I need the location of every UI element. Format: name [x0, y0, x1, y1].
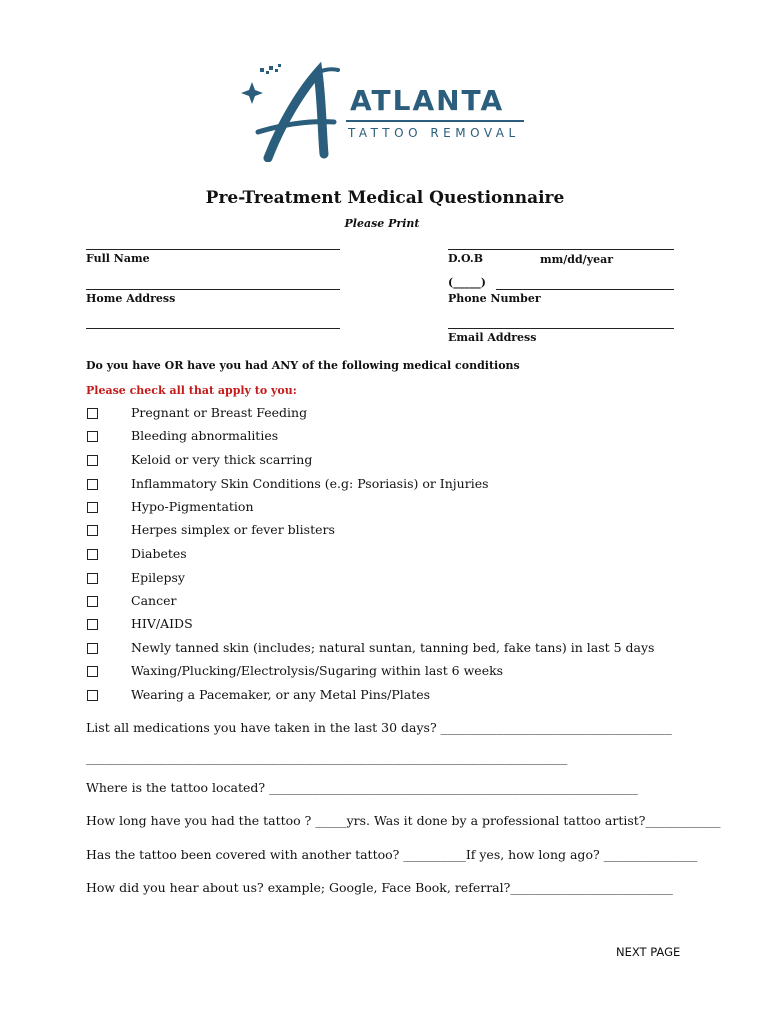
home-address-label: Home Address — [86, 292, 176, 305]
dob-field[interactable] — [448, 249, 674, 250]
checkbox[interactable] — [87, 596, 98, 607]
tattoo-covered-question[interactable]: Has the tattoo been covered with another tattoo? __________If yes, how long ago? _______________ — [86, 847, 698, 862]
phone-field[interactable] — [496, 289, 674, 290]
medications-question[interactable]: List all medications you have taken in the last 30 days? _____________________________________ — [86, 720, 672, 735]
logo-emblem-icon — [238, 62, 348, 162]
page-subtitle: Please Print — [344, 217, 420, 230]
home-address-field[interactable] — [86, 289, 340, 290]
checkbox[interactable] — [87, 643, 98, 654]
medications-line-2[interactable]: _____________________________________________________________________________ — [86, 750, 568, 765]
dob-label: D.O.B — [448, 252, 484, 265]
sparkle-icon — [241, 64, 281, 104]
brand-divider — [346, 120, 524, 122]
next-page-label: NEXT PAGE — [616, 945, 681, 959]
page-title: Pre-Treatment Medical Questionnaire — [205, 188, 565, 208]
address-line-2-field[interactable] — [86, 328, 340, 329]
checkbox[interactable] — [87, 408, 98, 419]
phone-area-code: (_____) — [448, 276, 486, 289]
brand-name: ATLANTA — [350, 84, 505, 117]
checkbox[interactable] — [87, 619, 98, 630]
referral-question[interactable]: How did you hear about us? example; Google, Face Book, referral?__________________________ — [86, 880, 673, 895]
full-name-label: Full Name — [86, 252, 150, 265]
checkbox[interactable] — [87, 455, 98, 466]
tattoo-duration-question[interactable]: How long have you had the tattoo ? _____yrs. Was it done by a professional tattoo artist?____________ — [86, 813, 721, 828]
checkbox[interactable] — [87, 479, 98, 490]
letter-a-mark — [258, 69, 338, 158]
checkbox[interactable] — [87, 549, 98, 560]
checkbox[interactable] — [87, 690, 98, 701]
phone-label: Phone Number — [448, 292, 541, 305]
checkbox[interactable] — [87, 431, 98, 442]
checkbox[interactable] — [87, 525, 98, 536]
dob-format-label: mm/dd/year — [540, 253, 614, 266]
conditions-instruction: Please check all that apply to you: — [86, 384, 297, 397]
email-label: Email Address — [448, 331, 537, 344]
atlanta-logo — [238, 62, 538, 162]
tattoo-location-question[interactable]: Where is the tattoo located? ___________________________________________________________ — [86, 780, 638, 795]
checkbox[interactable] — [87, 502, 98, 513]
conditions-heading: Do you have OR have you had ANY of the following medical conditions — [86, 359, 520, 372]
checkbox[interactable] — [87, 573, 98, 584]
checkbox[interactable] — [87, 666, 98, 677]
email-field[interactable] — [448, 328, 674, 329]
brand-tagline: TATTOO REMOVAL — [348, 126, 520, 140]
full-name-field[interactable] — [86, 249, 340, 250]
